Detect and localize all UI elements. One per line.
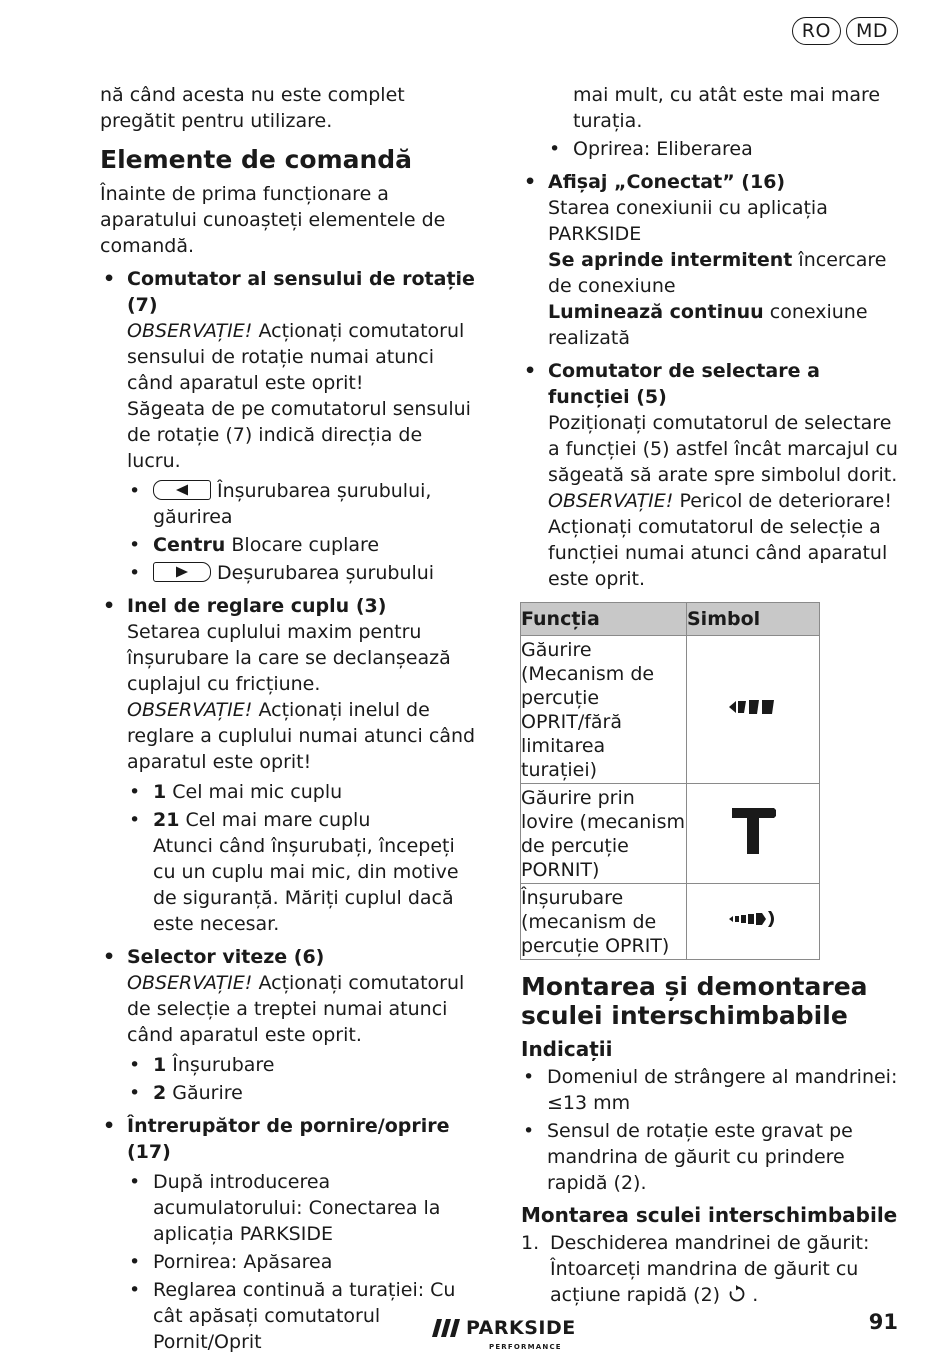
- note-label: OBSERVAȚIE!: [127, 972, 253, 994]
- note-text: Acționați comutatorul sensului de rotație numai atunci când aparatul este oprit!: [127, 320, 465, 394]
- table-cell-function: Înșurubare (mecanism de percuție OPRIT): [521, 884, 687, 960]
- note-label: OBSERVAȚIE!: [127, 320, 253, 342]
- note-item: • Domeniul de strângere al mandrinei: ≤13 mm: [521, 1064, 906, 1116]
- sub-item-start: • Pornirea: Apăsarea: [127, 1249, 480, 1275]
- continuation-text: mai mult, cu atât este mai mare turația.: [573, 84, 881, 132]
- sub-item-speed-2: [127, 1080, 480, 1106]
- arrow-right-icon: [153, 562, 211, 582]
- torque-sublist: [127, 779, 480, 937]
- item-note: [127, 970, 480, 1048]
- sub-item-left: [127, 478, 480, 530]
- switch-sublist: [127, 1169, 480, 1355]
- step-number: 1.: [521, 1232, 540, 1254]
- table-cell-symbol: [687, 636, 820, 784]
- sub-item-speed-control: • Reglarea continuă a turației: Cu cât apăsați comutatorul Pornit/Oprit: [127, 1277, 480, 1355]
- screwdriver-icon: [728, 908, 778, 930]
- step-text: Deschiderea mandrinei de găurit: Întoarceți mandrina de găurit cu acțiune rapidă (2): [550, 1232, 870, 1306]
- speed-sublist: [127, 1052, 480, 1106]
- notes-heading: Indicații: [521, 1037, 613, 1061]
- table-cell-symbol: [687, 784, 820, 884]
- item-desc: Setarea cuplului maxim pentru înșurubare la care se declanșează cuplajul cu fricțiune.: [127, 621, 451, 695]
- table-row: [521, 636, 820, 784]
- sub-item-num: 1: [153, 781, 167, 803]
- sub-item-num: 21: [153, 809, 180, 831]
- note-label: OBSERVAȚIE!: [127, 699, 253, 721]
- item-title: • Afișaj „Conectat” (16): [548, 171, 786, 193]
- display-blink: [548, 247, 906, 299]
- table-row: [521, 784, 820, 884]
- stop-sublist: [547, 136, 906, 162]
- switch-continuation: [521, 82, 906, 162]
- table-header-function: Funcția: [521, 603, 687, 636]
- arrow-left-icon: [153, 480, 211, 500]
- table-header-row: [521, 603, 820, 636]
- note-text: Acționați inelul de reglare a cuplului numai atunci când aparatul este oprit!: [127, 699, 476, 773]
- note-text: Acționați comutatorul de selecție a treptei numai atunci când aparatul este oprit.: [127, 972, 465, 1046]
- item-note: [127, 697, 480, 775]
- item-desc: Poziționați comutatorul de selectare a funcției (5) astfel încât marcajul cu săgeată să arate spre simbolul dorit.: [548, 412, 898, 486]
- sub-item-center: [127, 532, 480, 558]
- note-item: • Sensul de rotație este gravat pe mandrina de găurit cu prindere rapidă (2).: [521, 1118, 906, 1196]
- sub-item-speed-1: [127, 1052, 480, 1078]
- steady-label: Luminează continuu: [548, 301, 764, 323]
- rotate-clockwise-icon: [728, 1285, 746, 1303]
- note-text: Pericol de deteriorare! Acționați comutatorul de selecție a funcției numai atunci când aparatul este oprit.: [548, 490, 892, 590]
- sub-item-stop: • Oprirea: Eliberarea: [547, 136, 906, 162]
- sub-item-label: Centru: [153, 534, 226, 556]
- sub-item-text: Cel mai mic cuplu: [166, 781, 343, 803]
- steady-text: conexiune realizată: [548, 301, 868, 349]
- controls-list: [100, 266, 480, 1355]
- sub-item-right: [127, 560, 480, 586]
- sub-item-text: Înșurubarea șurubului, găurirea: [153, 480, 432, 528]
- sub-item-num: 1: [153, 1054, 167, 1076]
- item-note: [548, 488, 906, 592]
- blink-label: Se aprinde intermitent: [548, 249, 793, 271]
- sub-item-connect: • După introducerea acumulatorului: Conectarea la aplicația PARKSIDE: [127, 1169, 480, 1247]
- sub-item-text: Blocare cuplare: [225, 534, 380, 556]
- item-note: [127, 318, 480, 396]
- sub-item-max: [127, 807, 480, 937]
- brand-subtitle: PERFORMANCE: [489, 1343, 562, 1351]
- item-title: • Comutator de selectare a funcției (5): [548, 360, 820, 408]
- rotation-sublist: [127, 478, 480, 586]
- item-rotation-switch: [100, 266, 480, 586]
- item-title: • Selector viteze (6): [127, 946, 325, 968]
- section-lead: Înainte de prima funcționare a aparatului cunoașteți elementele de comandă.: [100, 183, 446, 257]
- left-column: [100, 82, 480, 1361]
- item-speed-selector: [100, 944, 480, 1106]
- brand-name: PARKSIDE: [466, 1317, 576, 1339]
- function-table: [520, 602, 820, 960]
- stripes-icon: [432, 1319, 460, 1337]
- table-header-symbol: Simbol: [687, 603, 820, 636]
- tool-mount-heading: Montarea sculei interschimbabile: [521, 1203, 898, 1227]
- item-connected-display: [521, 169, 906, 351]
- sub-item-text: Deșurubarea șurubului: [217, 562, 435, 584]
- sub-item-min: [127, 779, 480, 805]
- note-label: OBSERVAȚIE!: [548, 490, 674, 512]
- mount-steps: [521, 1230, 906, 1308]
- sub-item-num: 2: [153, 1082, 167, 1104]
- item-torque-ring: [100, 593, 480, 937]
- table-cell-function: Găurire prin lovire (mecanism de percuție PORNIT): [521, 784, 687, 884]
- item-desc: Starea conexiunii cu aplicația PARKSIDE: [548, 197, 828, 245]
- section-heading-controls: Elemente de comandă: [100, 145, 413, 174]
- right-column: [521, 82, 906, 1308]
- language-badge-md: MD: [846, 17, 898, 45]
- language-badge-ro: RO: [792, 17, 841, 45]
- item-desc: Săgeata de pe comutatorul sensului de rotație (7) indică direcția de lucru.: [127, 398, 471, 472]
- item-function-switch: [521, 358, 906, 592]
- table-row: [521, 884, 820, 960]
- sub-item-text: Cel mai mare cuplu: [179, 809, 371, 831]
- hammer-icon: [730, 805, 776, 857]
- sub-item-text: Găurire: [166, 1082, 243, 1104]
- brand-logo: [432, 1317, 576, 1351]
- controls-list-cont: [521, 169, 906, 592]
- item-title: • Inel de reglare cuplu (3): [127, 595, 387, 617]
- item-title: • Comutator al sensului de rotație (7): [127, 268, 475, 316]
- table-cell-symbol: [687, 884, 820, 960]
- sub-item-text: Înșurubare: [166, 1054, 275, 1076]
- torque-advice: Atunci când înșurubați, începeți cu un cuplu mai mic, din motive de siguranță. Măriți cuplul dacă este necesar.: [153, 835, 459, 935]
- page-number: 91: [868, 1310, 898, 1334]
- blink-text: încercare de conexiune: [548, 249, 887, 297]
- step-item: [521, 1230, 906, 1308]
- item-title: • Întrerupător de pornire/oprire (17): [127, 1115, 450, 1163]
- table-cell-function: Găurire (Mecanism de percuție OPRIT/fără limitarea turației): [521, 636, 687, 784]
- language-badges: [792, 17, 898, 45]
- step-end: .: [752, 1284, 759, 1306]
- notes-list: [521, 1064, 906, 1196]
- item-on-off-switch: [100, 1113, 480, 1355]
- intro-text: nă când acesta nu este complet pregătit pentru utilizare.: [100, 84, 405, 132]
- display-steady: [548, 299, 906, 351]
- section-heading-mounting: Montarea și demontarea sculei interschimbabile: [521, 972, 868, 1030]
- drill-icon: [728, 698, 778, 716]
